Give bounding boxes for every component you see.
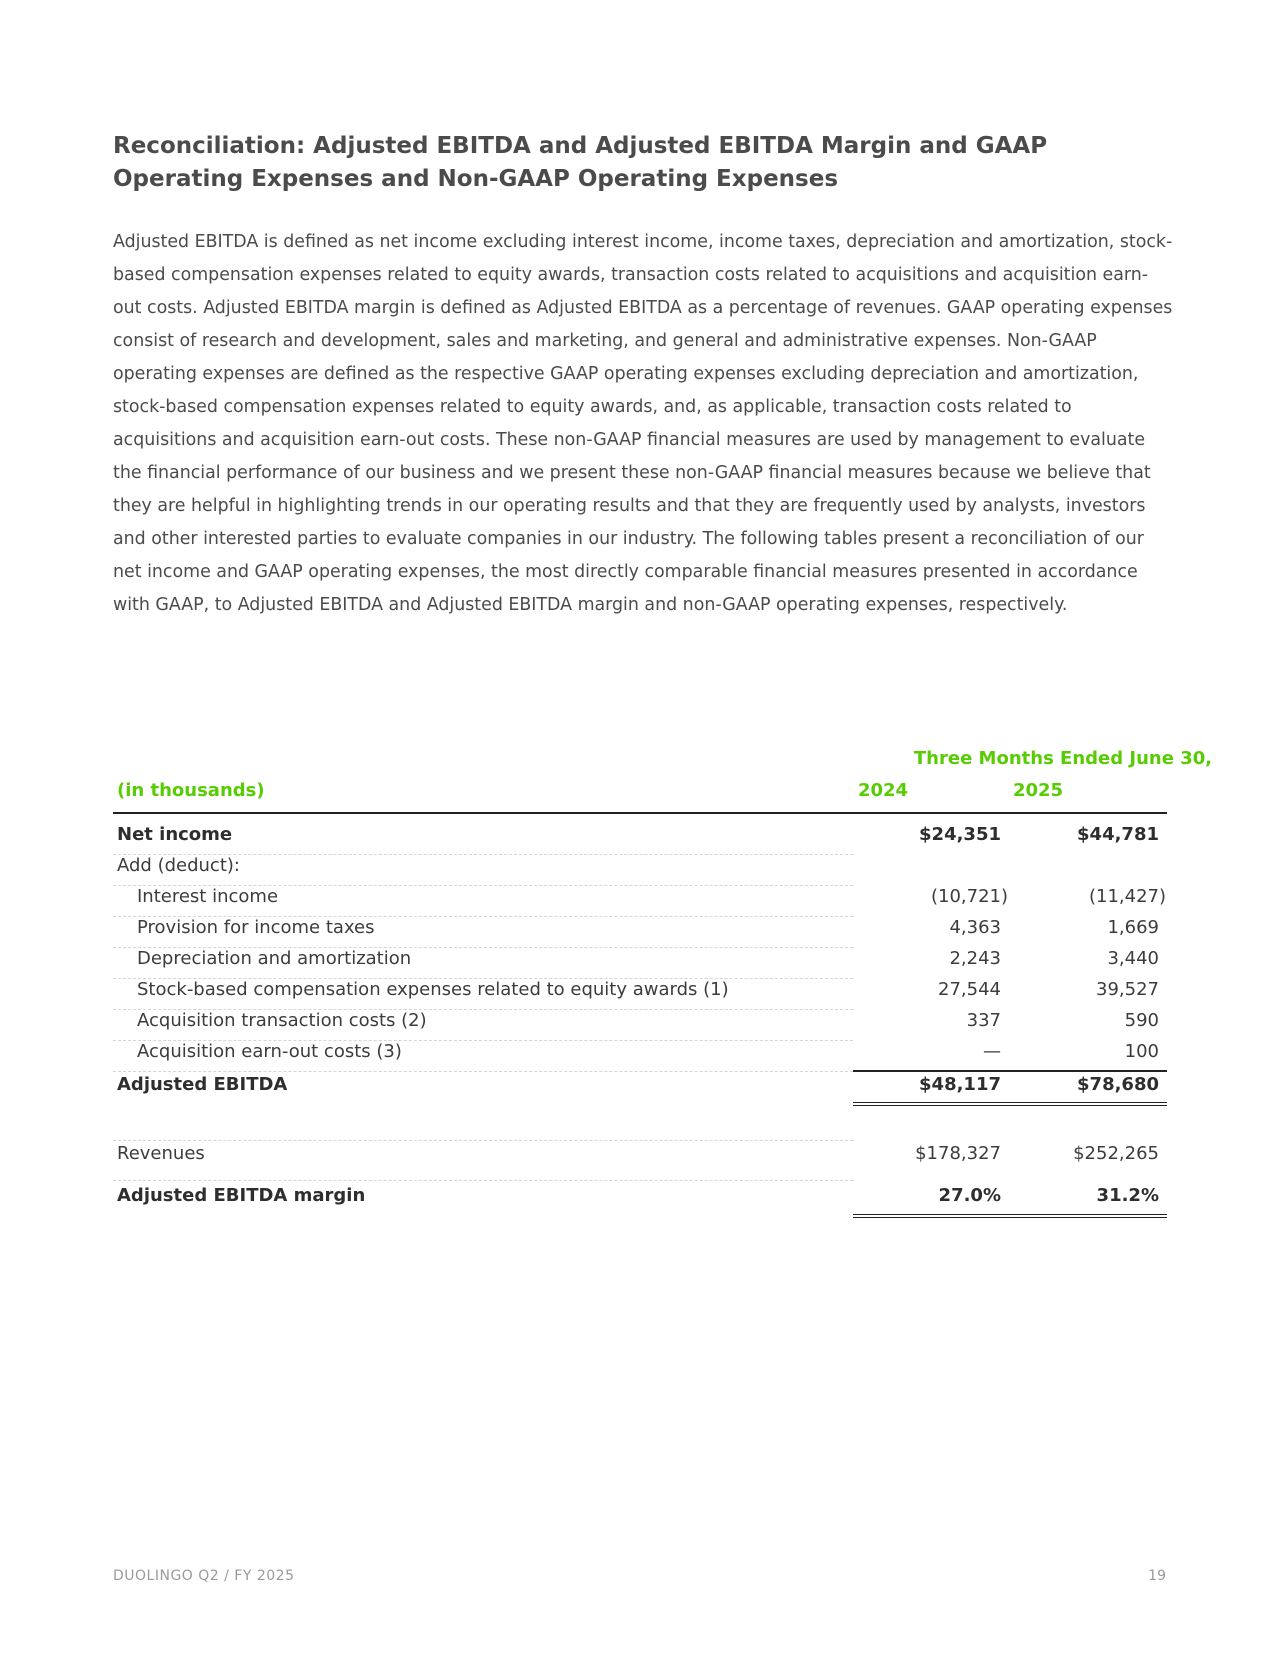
value-2025: 1,669 — [1107, 917, 1159, 938]
value-2024: $48,117 — [919, 1074, 1001, 1095]
row-divider — [113, 1180, 853, 1181]
row-label: Net income — [117, 824, 233, 845]
page-number: 19 — [1148, 1568, 1166, 1584]
value-2025: 39,527 — [1096, 979, 1159, 1000]
value-2024: 27,544 — [938, 979, 1001, 1000]
total-double-rule — [853, 1102, 1167, 1106]
value-2024: 4,363 — [949, 917, 1001, 938]
row-label: Adjusted EBITDA — [117, 1074, 288, 1095]
period-header: Three Months Ended June 30, — [913, 748, 1213, 769]
value-2025: 590 — [1124, 1010, 1159, 1031]
row-label: Interest income — [137, 886, 279, 907]
value-2025: $78,680 — [1077, 1074, 1159, 1095]
row-label: Provision for income taxes — [137, 917, 375, 938]
value-2025: 100 — [1124, 1041, 1159, 1062]
row-label: Depreciation and amortization — [137, 948, 412, 969]
value-2025: $252,265 — [1073, 1143, 1159, 1164]
value-2024: 337 — [966, 1010, 1001, 1031]
row-label: Stock-based compensation expenses related to equity awards (1) — [137, 979, 729, 1000]
value-2024: 27.0% — [938, 1185, 1001, 1206]
value-2024: (10,721) — [930, 886, 1008, 907]
row-divider — [113, 1071, 853, 1072]
row-label: Acquisition transaction costs (2) — [137, 1010, 427, 1031]
row-label: Adjusted EBITDA margin — [117, 1185, 366, 1206]
value-2025: (11,427) — [1088, 886, 1166, 907]
row-label: Acquisition earn-out costs (3) — [137, 1041, 402, 1062]
value-2025: 3,440 — [1107, 948, 1159, 969]
value-2024: $24,351 — [919, 824, 1001, 845]
value-2024: $178,327 — [915, 1143, 1001, 1164]
row-label: Add (deduct): — [117, 855, 240, 876]
units-label: (in thousands) — [117, 780, 265, 801]
total-double-rule — [853, 1214, 1167, 1218]
value-2024: — — [983, 1041, 1001, 1062]
intro-paragraph: Adjusted EBITDA is defined as net income excluding interest income, income taxes, depreciation and amortization, stock-based compensation expenses related to equity awards, transaction costs related to acquisitions and acquisition earn-out costs. Adjusted EBITDA margin is defined as Adjusted EBITDA as a percentage of revenues. GAAP operating expenses consist of research and development, sales and marketing, and general and administrative expenses. Non-GAAP operating expenses are defined as the respective GAAP operating expenses excluding depreciation and amortization, stock-based compensation expenses related to equity awards, and, as applicable, transaction costs related to acquisitions and acquisition earn-out costs. These non-GAAP financial measures are used by management to evaluate the financial performance of our business and we present these non-GAAP financial measures because we believe that they are helpful in highlighting trends in our operating results and that they are frequently used by analysts, investors and other interested parties to evaluate companies in our industry. The following tables present a reconciliation of our net income and GAAP operating expenses, the most directly comparable financial measures presented in accordance with GAAP, to Adjusted EBITDA and Adjusted EBITDA margin and non-GAAP operating expenses, respectively. — [113, 232, 1173, 615]
year-header-2025: 2025 — [1012, 780, 1064, 801]
subtotal-rule — [853, 1070, 1167, 1072]
value-2024: 2,243 — [949, 948, 1001, 969]
value-2025: 31.2% — [1096, 1185, 1159, 1206]
header-rule — [113, 812, 1167, 814]
value-2025: $44,781 — [1077, 824, 1159, 845]
row-divider — [113, 1140, 853, 1141]
row-label: Revenues — [117, 1143, 205, 1164]
page-title: Reconciliation: Adjusted EBITDA and Adjusted EBITDA Margin and GAAP Operating Expenses and Non-GAAP Operating Expenses — [113, 133, 1048, 192]
year-header-2024: 2024 — [857, 780, 909, 801]
footer-report-name: DUOLINGO Q2 / FY 2025 — [113, 1568, 295, 1584]
